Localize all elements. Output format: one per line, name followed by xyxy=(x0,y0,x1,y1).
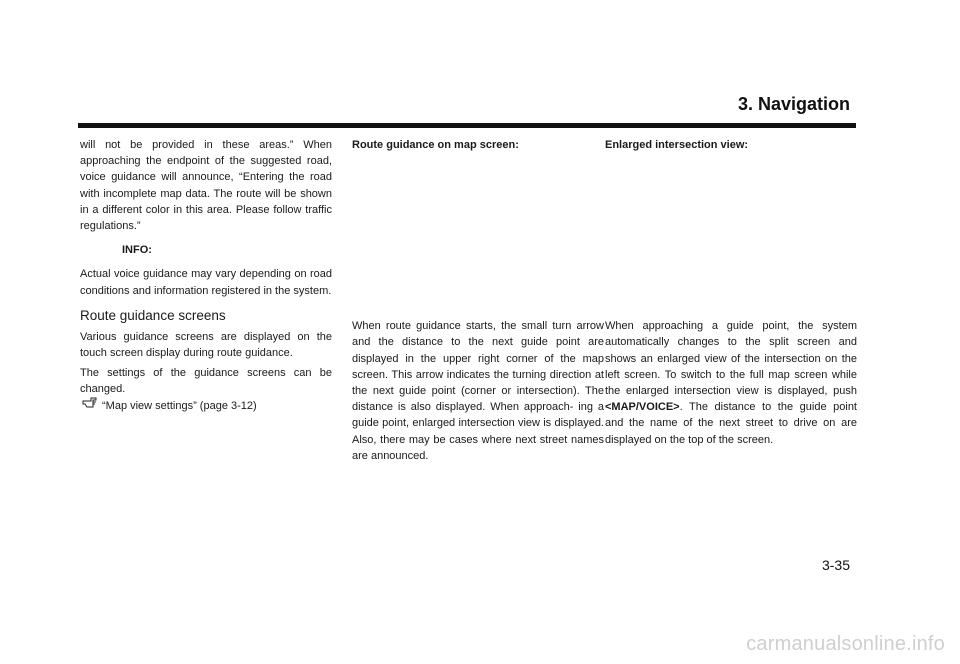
column-1 xyxy=(80,137,332,414)
column-2 xyxy=(352,137,604,464)
watermark: carmanualsonline.info xyxy=(746,633,945,655)
info-text: Actual voice guidance may vary depending on road conditions and information registered in the system. xyxy=(80,268,332,297)
info-heading: INFO: xyxy=(122,244,152,257)
guidance-screens-paragraph: Various guidance screens are displayed on the touch screen display during route guidance. xyxy=(80,330,332,360)
paragraph-voice-guidance: will not be provided in these areas.” When approaching the endpoint of the suggested road, voice guidance will announce, “Entering the road with incomplete map data. The route will be shown in a different color in this area. Please follow traffic regulations.” xyxy=(80,139,332,233)
reference-pointer-icon xyxy=(82,395,98,409)
reference-link-text[interactable]: “Map view settings” (page 3-12) xyxy=(102,399,257,412)
enlarged-intersection-heading: Enlarged intersection view: xyxy=(605,139,749,151)
map-voice-button-label: <MAP/VOICE> xyxy=(605,401,680,414)
reference-line xyxy=(102,398,332,414)
route-guidance-screens-heading: Route guidance screens xyxy=(80,307,226,323)
map-screen-paragraph: When route guidance starts, the small turn arrow and the distance to the next guide point are displayed in the upper right corner of the map screen. This arrow indicates the turning direction at the next guide point (corner or intersection). The distance is also displayed. When approach- ing a guide point, enlarged intersection view is displayed. Also, there may be cases where next street names are announced. xyxy=(352,320,604,462)
settings-paragraph: The settings of the guidance screens can be changed. xyxy=(80,367,332,396)
enlarged-intersection-paragraph xyxy=(605,318,857,448)
section-title: 3. Navigation xyxy=(737,94,850,114)
page-number: 3-35 xyxy=(821,557,850,573)
paragraph-before: When approaching a guide point, the system automatically changes to the split screen and shows an enlarged view of the intersection on the left screen. To switch to the full map screen while the enlarged intersection view is displayed, push xyxy=(605,320,857,398)
header-rule xyxy=(78,123,856,128)
image-placeholder xyxy=(605,153,857,318)
image-placeholder xyxy=(352,153,604,318)
map-screen-heading: Route guidance on map screen: xyxy=(352,139,519,151)
column-3 xyxy=(605,137,857,448)
paragraph-after: . The distance to the guide point and the name of the next street to drive on are displayed on the top of the screen. xyxy=(605,401,857,446)
